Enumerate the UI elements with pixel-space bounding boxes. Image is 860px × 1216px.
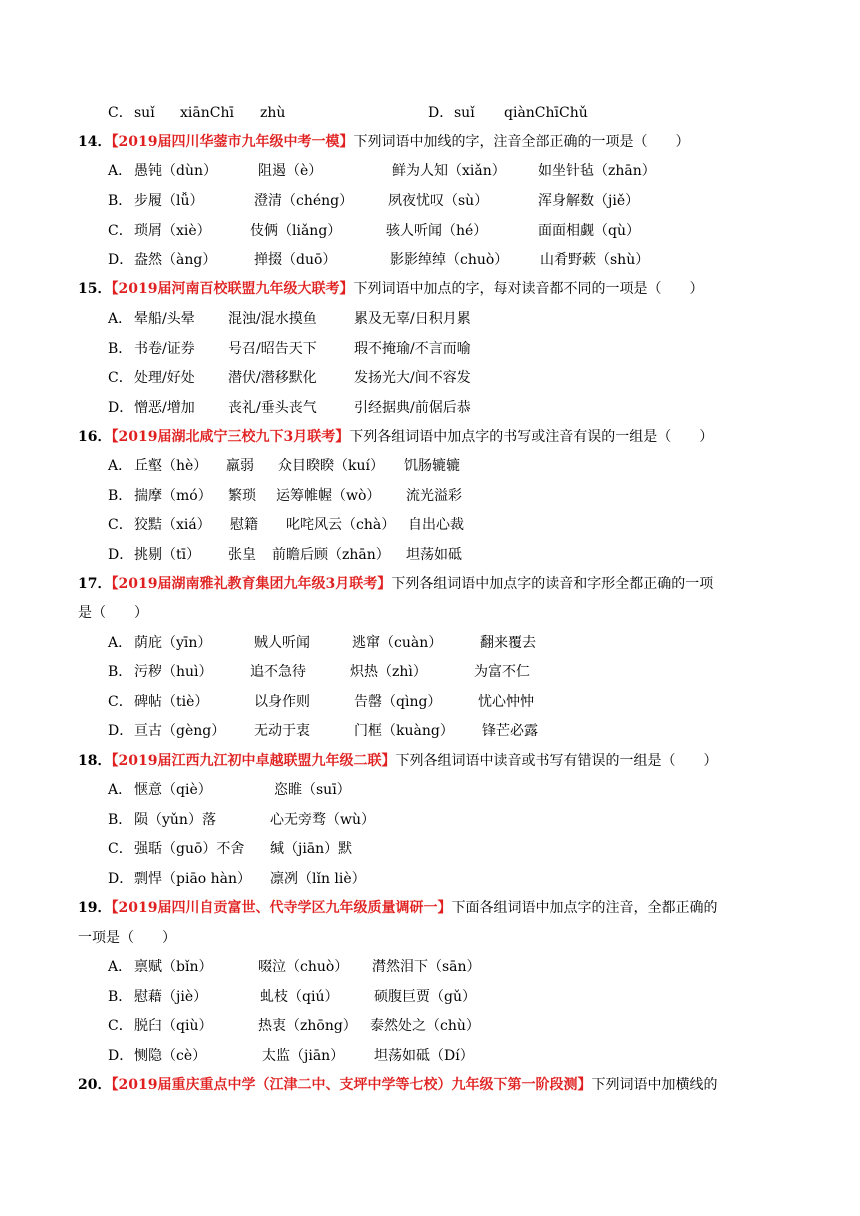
option-item: 自出心裁 [408, 517, 464, 533]
option-item: 盎然（àng） [134, 252, 217, 268]
option-line [108, 455, 748, 477]
question-number: 20． [78, 1077, 112, 1093]
option-item: 潜伏/潜移默化 [228, 370, 317, 386]
option-item: 污秽（huì） [134, 664, 213, 680]
option-item: 剽悍（piāo hàn） [134, 871, 252, 887]
question-text: 下列各组词语中加点字的读音和字形全都正确的一项 [391, 576, 714, 592]
option-item: 浑身解数（jiě） [538, 193, 640, 209]
option-item: 丘壑（hè） [134, 458, 208, 474]
option-label: B． [108, 341, 133, 357]
option-item: 羸弱 [226, 458, 254, 474]
question-number: 17． [78, 576, 112, 592]
question-text: 下列词语中加横线的 [591, 1077, 718, 1093]
option-line [108, 308, 748, 330]
option-item: 恻隐（cè） [134, 1048, 207, 1064]
option-item: 鲜为人知（xiǎn） [392, 163, 506, 179]
option-label: C． [108, 105, 133, 121]
question-source: 【2019届湖南雅礼教育集团九年级3月联考】 [111, 576, 392, 592]
option-line [108, 514, 748, 536]
option-item: 恣睢（suī） [274, 782, 351, 798]
option-label: B． [108, 488, 133, 504]
option-item: 众目睽睽（kuí） [278, 458, 384, 474]
option-line [108, 838, 748, 860]
option-item: 晕船/头晕 [134, 311, 195, 327]
option-item: 惬意（qiè） [134, 782, 212, 798]
question-stem [78, 573, 784, 595]
option-item: 荫庇（yīn） [134, 635, 212, 651]
option-item: 张皇 [228, 547, 256, 563]
option-item: 无动于衷 [254, 723, 310, 739]
option-item: 忧心忡忡 [478, 694, 534, 710]
option-item: 太监（jiān） [262, 1048, 345, 1064]
option-item: 处理/好处 [134, 370, 195, 386]
option-item: 门框（kuàng） [354, 723, 454, 739]
question-stem [78, 278, 784, 300]
option-item: zhù [260, 105, 286, 121]
question-stem-continued [78, 602, 784, 624]
option-line [108, 632, 748, 654]
option-label: D． [108, 1048, 134, 1064]
question-stem [78, 131, 784, 153]
question-stem [78, 750, 784, 772]
option-item: 追不急待 [250, 664, 306, 680]
option-item: 慰藉（jiè） [134, 989, 208, 1005]
option-item: 热衷（zhōng） [258, 1018, 357, 1034]
option-item: 混浊/混水摸鱼 [228, 311, 317, 327]
option-line [108, 986, 748, 1008]
option-item: 啜泣（chuò） [258, 959, 349, 975]
option-label: C． [108, 223, 133, 239]
option-item: 泰然处之（chù） [370, 1018, 480, 1034]
option-item: 脱臼（qiù） [134, 1018, 213, 1034]
option-item: 夙夜忧叹（sù） [388, 193, 489, 209]
question-source: 【2019届四川自贡富世、代寺学区九年级质量调研一】 [111, 900, 452, 916]
option-item: 硕腹巨贾（gǔ） [374, 989, 476, 1005]
option-item: suǐ [454, 105, 475, 121]
question-text: 一项是（ ） [78, 930, 176, 946]
option-item: 骇人听闻（hé） [386, 223, 488, 239]
option-item: 坦荡如砥 [406, 547, 462, 563]
option-label: D． [108, 400, 134, 416]
option-line [108, 779, 748, 801]
option-line [108, 868, 748, 890]
option-item: 发扬光大/间不容发 [354, 370, 471, 386]
option-item: 逃窜（cuàn） [352, 635, 443, 651]
option-line [108, 809, 748, 831]
option-label: A． [108, 163, 133, 179]
question-stem-continued [78, 927, 784, 949]
option-item: 面面相觑（qù） [538, 223, 640, 239]
option-line [108, 338, 748, 360]
option-item: 瑕不掩瑜/不言而喻 [354, 341, 471, 357]
option-label: A． [108, 959, 133, 975]
question-number: 19． [78, 900, 112, 916]
option-label: B． [108, 193, 133, 209]
option-item: 凛冽（lǐn liè） [270, 871, 366, 887]
question-source: 【2019届四川华蓥市九年级中考一模】 [111, 134, 354, 150]
option-line [108, 956, 748, 978]
option-item: xiānChī [180, 105, 234, 121]
option-item: 贼人听闻 [254, 635, 310, 651]
option-line [108, 190, 748, 212]
option-item: 累及无辜/日积月累 [354, 311, 471, 327]
question-number: 14． [78, 134, 112, 150]
question-stem [78, 897, 784, 919]
option-label: D． [428, 105, 454, 121]
option-item: 潸然泪下（sān） [372, 959, 481, 975]
option-item: 愚钝（dùn） [134, 163, 217, 179]
option-item: 掸掇（duō） [254, 252, 337, 268]
option-item: 坦荡如砥（Dí） [374, 1048, 474, 1064]
option-line [108, 691, 748, 713]
option-label: C． [108, 517, 133, 533]
question-source: 【2019届湖北咸宁三校九下3月联考】 [111, 429, 350, 445]
option-line [108, 102, 748, 124]
option-item: 繁琐 [228, 488, 256, 504]
option-label: C． [108, 841, 133, 857]
question-number: 15． [78, 281, 112, 297]
option-item: 书卷/证券 [134, 341, 195, 357]
option-item: 碑帖（tiè） [134, 694, 209, 710]
option-item: 饥肠辘辘 [404, 458, 460, 474]
option-item: 挑剔（tī） [134, 547, 201, 563]
option-label: D． [108, 252, 134, 268]
option-item: 虬枝（qiú） [260, 989, 339, 1005]
option-item: 运筹帷幄（wò） [276, 488, 381, 504]
option-label: A． [108, 635, 133, 651]
option-item: 流光溢彩 [406, 488, 462, 504]
option-label: B． [108, 812, 133, 828]
option-label: C． [108, 370, 133, 386]
option-line [108, 397, 748, 419]
option-line [108, 220, 748, 242]
option-item: 澄清（chéng） [254, 193, 354, 209]
option-item: 以身作则 [254, 694, 310, 710]
option-item: 慰籍 [230, 517, 258, 533]
option-item: 禀赋（bǐn） [134, 959, 213, 975]
question-stem [78, 1074, 784, 1096]
option-label: A． [108, 311, 133, 327]
option-label: C． [108, 1018, 133, 1034]
option-item: 强聒（guō）不舍 [134, 841, 245, 857]
option-item: 丧礼/垂头丧气 [228, 400, 317, 416]
option-item: 号召/昭告天下 [228, 341, 317, 357]
option-label: A． [108, 782, 133, 798]
question-source: 【2019届江西九江初中卓越联盟九年级二联】 [111, 753, 396, 769]
question-text: 下列各组词语中读音或书写有错误的一组是（ ） [395, 753, 718, 769]
option-item: 憎恶/增加 [134, 400, 195, 416]
question-stem [78, 426, 784, 448]
option-line [108, 1015, 748, 1037]
option-line [108, 544, 748, 566]
option-item: 阻遏（è） [258, 163, 323, 179]
option-label: D． [108, 871, 134, 887]
option-item: 告罄（qìng） [354, 694, 442, 710]
option-item: 步履（lǚ） [134, 193, 204, 209]
option-line [108, 1045, 748, 1067]
option-item: 如坐针毡（zhān） [538, 163, 656, 179]
question-number: 18． [78, 753, 112, 769]
question-text: 下列词语中加线的字，注音全部正确的一项是（ ） [353, 134, 690, 150]
option-item: 揣摩（mó） [134, 488, 212, 504]
question-text: 下面各组词语中加点字的注音，全都正确的 [451, 900, 718, 916]
question-text: 是（ ） [78, 605, 148, 621]
option-item: 缄（jiān）默 [270, 841, 353, 857]
option-line [108, 661, 748, 683]
option-line [108, 160, 748, 182]
option-item: qiànChīChǔ [504, 105, 588, 121]
question-text: 下列各组词语中加点字的书写或注音有误的一组是（ ） [349, 429, 714, 445]
option-item: suǐ [134, 105, 155, 121]
option-label: D． [108, 547, 134, 563]
question-source: 【2019届河南百校联盟九年级大联考】 [111, 281, 354, 297]
question-text: 下列词语中加点的字，每对读音都不同的一项是（ ） [353, 281, 704, 297]
option-item: 引经据典/前倨后恭 [354, 400, 471, 416]
option-line [108, 367, 748, 389]
question-number: 16． [78, 429, 112, 445]
option-item: 炽热（zhì） [350, 664, 427, 680]
option-label: D． [108, 723, 134, 739]
option-item: 山肴野蔌（shù） [540, 252, 650, 268]
option-label: B． [108, 664, 133, 680]
question-source: 【2019届重庆重点中学（江津二中、支坪中学等七校）九年级下第一阶段测】 [111, 1077, 592, 1093]
option-item: 心无旁骛（wù） [270, 812, 375, 828]
option-item: 前瞻后顾（zhān） [272, 547, 390, 563]
option-item: 伎俩（liǎng） [250, 223, 342, 239]
option-item: 琐屑（xiè） [134, 223, 211, 239]
option-item: 翻来覆去 [480, 635, 536, 651]
option-item: 叱咤风云（chà） [286, 517, 396, 533]
option-item: 亘古（gèng） [134, 723, 226, 739]
option-line [108, 249, 748, 271]
option-label: B． [108, 989, 133, 1005]
option-label: A． [108, 458, 133, 474]
option-item: 影影绰绰（chuò） [390, 252, 509, 268]
option-item: 锋芒必露 [482, 723, 538, 739]
option-item: 陨（yǔn）落 [134, 812, 216, 828]
option-line [108, 720, 748, 742]
option-item: 为富不仁 [474, 664, 530, 680]
option-item: 狡黠（xiá） [134, 517, 211, 533]
option-line [108, 485, 748, 507]
option-label: C． [108, 694, 133, 710]
